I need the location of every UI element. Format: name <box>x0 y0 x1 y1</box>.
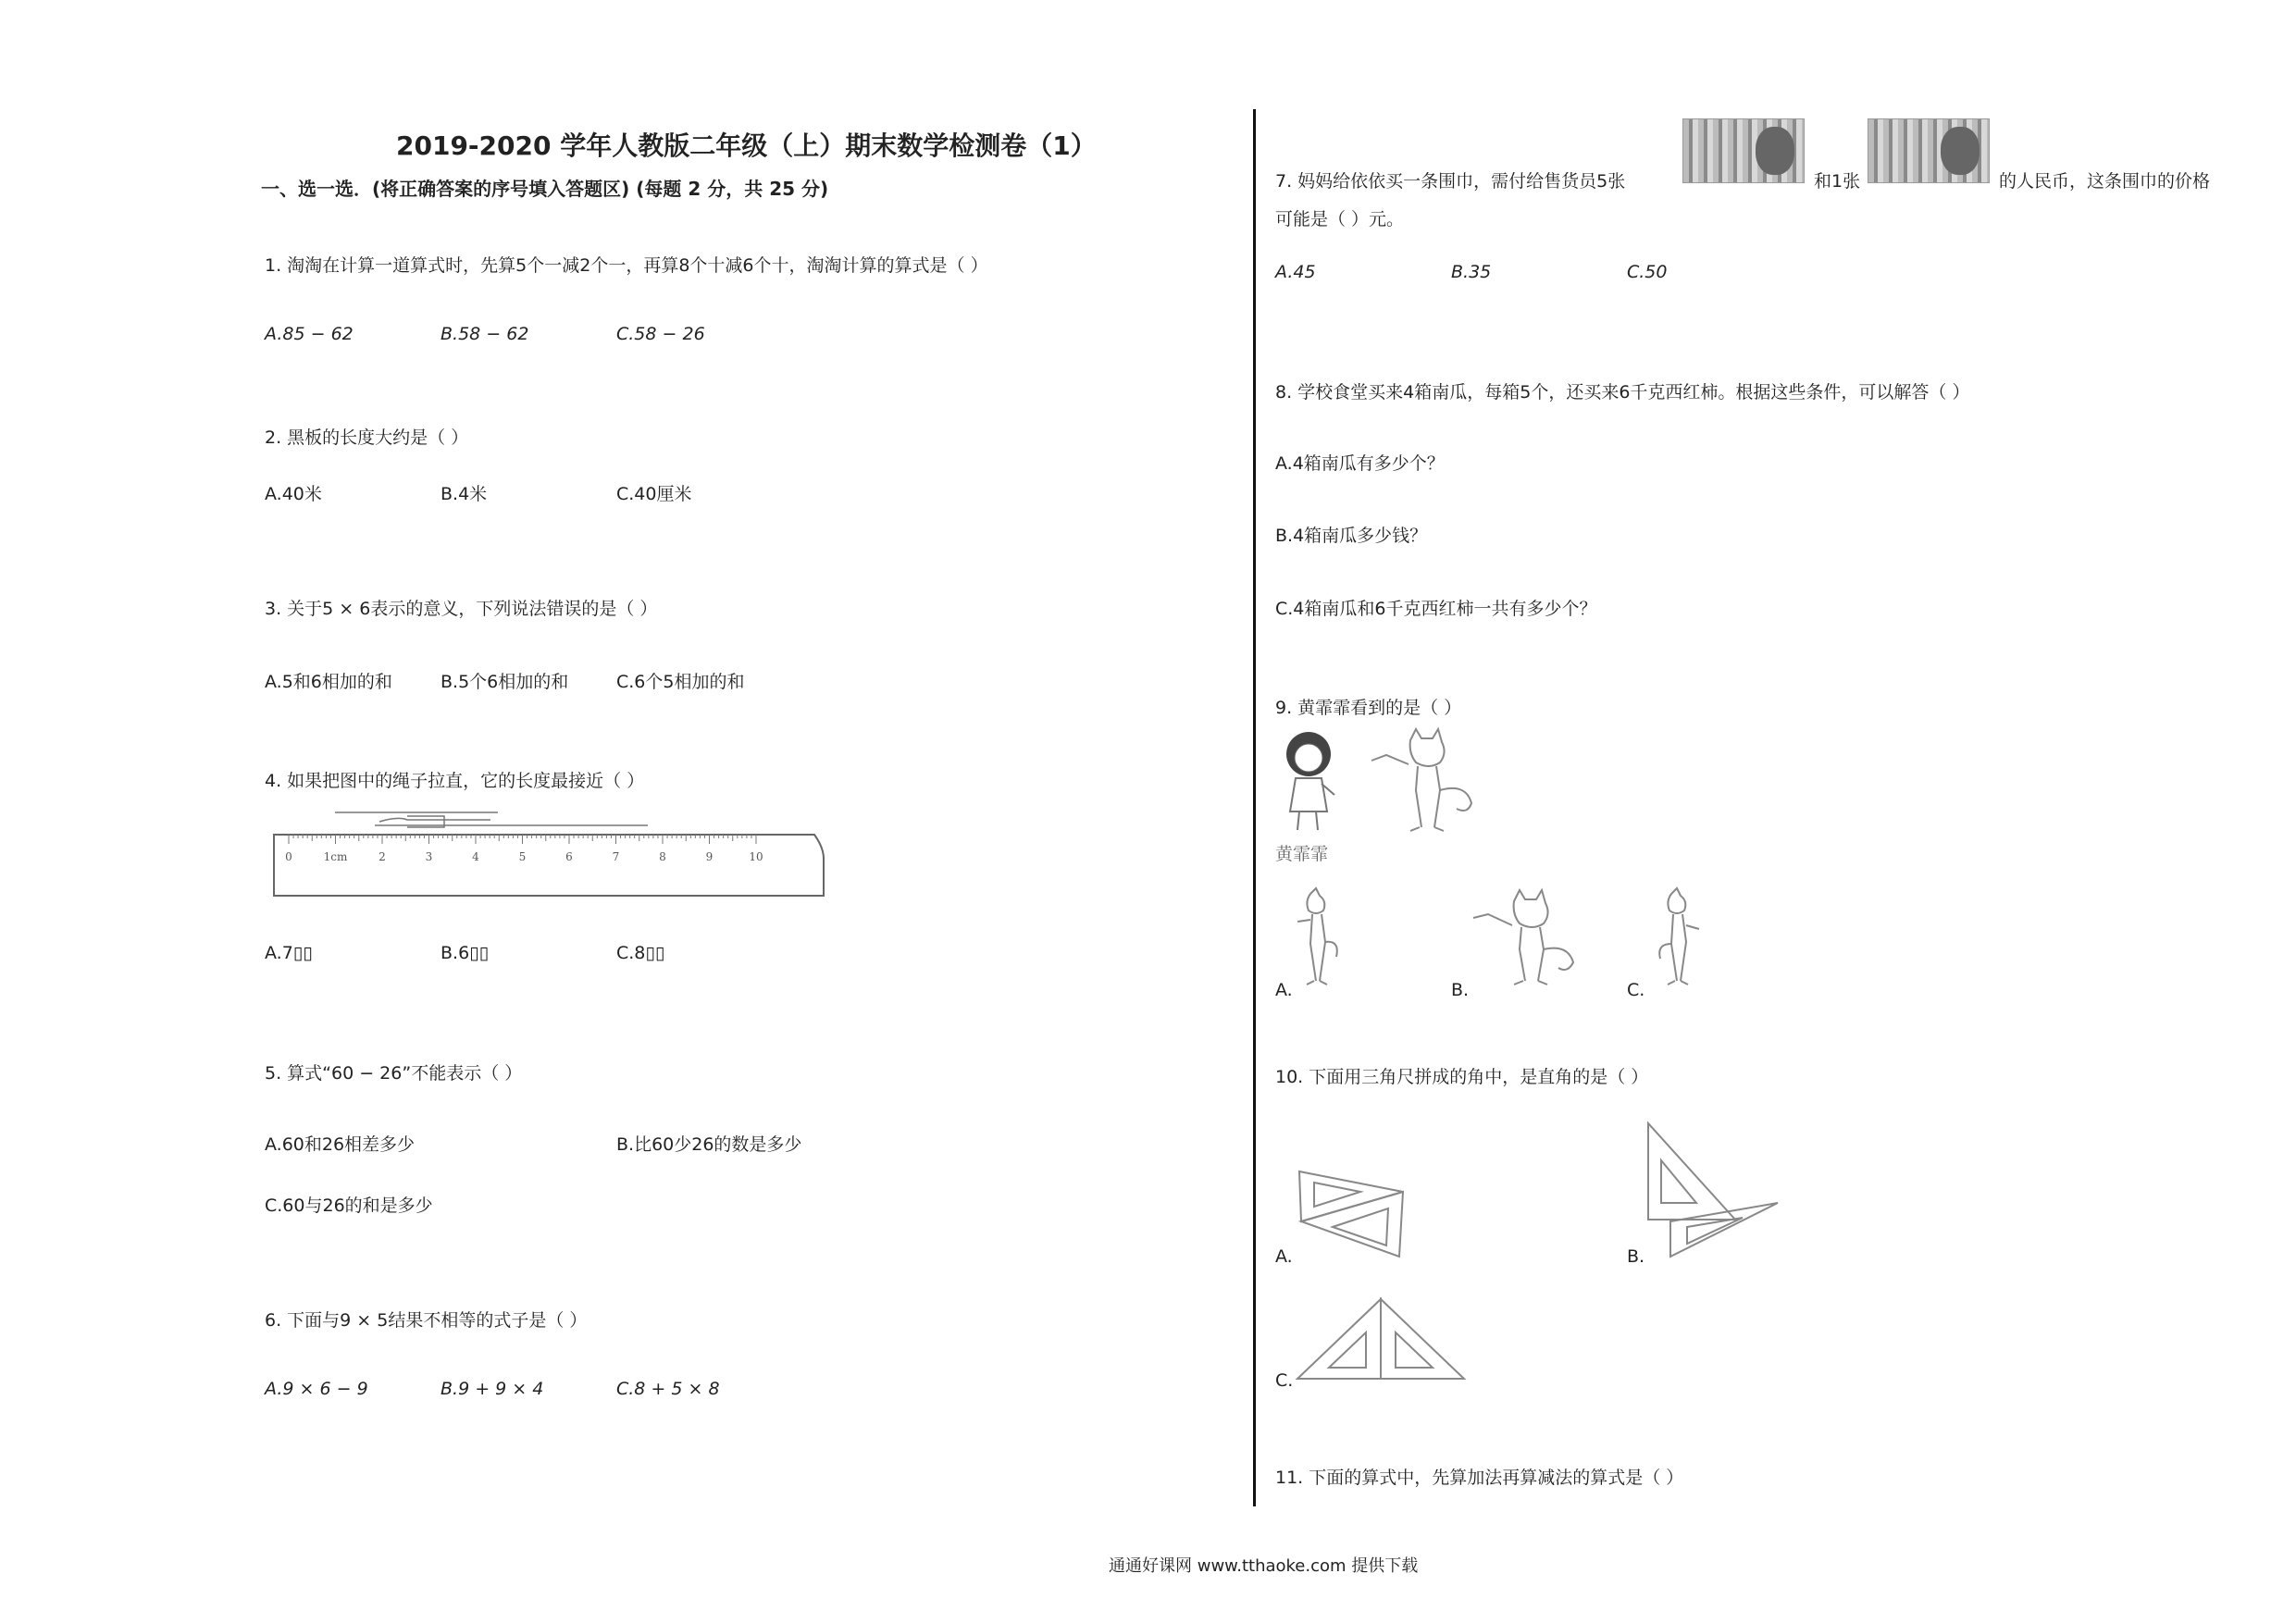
q3-option-c: C.6个5相加的和 <box>616 672 745 692</box>
q2-stem: 2. 黑板的长度大约是（ ） <box>265 427 469 448</box>
q3-option-b: B.5个6相加的和 <box>441 672 569 692</box>
q6-option-b: B.9 + 9 × 4 <box>441 1379 544 1399</box>
q7-stem-part2: 和1张 <box>1814 171 1861 192</box>
q9-option-c-figure <box>1645 888 1710 995</box>
ruler-label: 7 <box>612 850 620 863</box>
q10-option-a: A. <box>1275 1246 1293 1267</box>
q5-option-c: C.60与26的和是多少 <box>265 1196 433 1216</box>
q5-stem: 5. 算式“60 − 26”不能表示（ ） <box>265 1063 523 1084</box>
cat-illustration <box>1368 725 1488 846</box>
girl-label: 黄霏霏 <box>1275 844 1329 864</box>
ruler-figure <box>268 803 833 905</box>
q7-option-b: B.35 <box>1451 262 1492 282</box>
q5-option-a: A.60和26相差多少 <box>265 1134 416 1155</box>
q4-option-a: A.7▯▯ <box>265 943 313 963</box>
q10-option-a-figure <box>1296 1168 1411 1260</box>
q9-option-b-figure <box>1471 888 1592 995</box>
q6-option-c: C.8 + 5 × 8 <box>616 1379 720 1399</box>
ruler-label: 6 <box>565 850 573 863</box>
q4-option-c: C.8▯▯ <box>616 943 665 963</box>
q1-option-a: A.85 − 62 <box>265 324 354 344</box>
ruler-label: 0 <box>285 850 292 863</box>
page-footer: 通通好课网 www.tthaoke.com 提供下载 <box>1109 1556 1419 1576</box>
girl-illustration <box>1275 726 1349 837</box>
ruler-label: 9 <box>705 850 714 863</box>
q6-stem: 6. 下面与9 × 5结果不相等的式子是（ ） <box>265 1310 588 1331</box>
banknote-image-1 <box>1682 118 1805 183</box>
q11-stem: 11. 下面的算式中，先算加法再算减法的算式是（ ） <box>1275 1468 1684 1488</box>
q7-option-c: C.50 <box>1627 262 1668 282</box>
q7-stem-part1: 7. 妈妈给依依买一条围巾，需付给售货员5张 <box>1275 171 1626 192</box>
ruler-label: 10 <box>749 850 763 863</box>
q2-option-a: A.40米 <box>265 484 322 504</box>
q3-stem: 3. 关于5 × 6表示的意义，下列说法错误的是（ ） <box>265 599 658 619</box>
q7-option-a: A.45 <box>1275 262 1316 282</box>
q2-option-c: C.40厘米 <box>616 484 692 504</box>
ruler-label: 5 <box>518 850 527 863</box>
q9-option-c: C. <box>1627 980 1645 1000</box>
q7-stem-line2: 可能是（ ）元。 <box>1275 209 1405 229</box>
q5-option-b: B.比60少26的数是多少 <box>616 1134 802 1155</box>
ruler-label: 3 <box>425 850 433 863</box>
q8-stem: 8. 学校食堂买来4箱南瓜，每箱5个，还买来6千克西红柿。根据这些条件，可以解答（ ） <box>1275 382 1970 403</box>
q1-option-c: C.58 − 26 <box>616 324 705 344</box>
q8-option-c: C.4箱南瓜和6千克西红柿一共有多少个？ <box>1275 599 1597 619</box>
q10-option-c-figure <box>1296 1295 1467 1383</box>
q4-stem: 4. 如果把图中的绳子拉直，它的长度最接近（ ） <box>265 771 645 791</box>
q6-option-a: A.9 × 6 − 9 <box>265 1379 368 1399</box>
q1-option-b: B.58 − 62 <box>441 324 529 344</box>
q8-option-b: B.4箱南瓜多少钱？ <box>1275 526 1428 546</box>
q7-stem-part3: 的人民币，这条围巾的价格 <box>1999 171 2211 192</box>
banknote-image-2 <box>1868 118 1990 183</box>
q9-stem: 9. 黄霏霏看到的是（ ） <box>1275 698 1462 718</box>
column-divider <box>1253 109 1256 1506</box>
q4-option-b: B.6▯▯ <box>441 943 490 963</box>
q3-option-a: A.5和6相加的和 <box>265 672 392 692</box>
q9-option-b: B. <box>1451 980 1470 1000</box>
q10-stem: 10. 下面用三角尺拼成的角中，是直角的是（ ） <box>1275 1067 1649 1087</box>
q10-option-c: C. <box>1275 1370 1294 1391</box>
ruler-label: 8 <box>659 850 666 863</box>
q8-option-a: A.4箱南瓜有多少个？ <box>1275 453 1445 474</box>
q1-stem: 1. 淘淘在计算一道算式时，先算5个一减2个一，再算8个十减6个十，淘淘计算的算式是（ ） <box>265 255 988 276</box>
q9-option-a-figure <box>1288 888 1353 995</box>
q2-option-b: B.4米 <box>441 484 488 504</box>
page-title: 2019-2020 学年人教版二年级（上）期末数学检测卷（1） <box>396 130 1097 161</box>
q10-option-b: B. <box>1627 1246 1645 1267</box>
q9-option-a: A. <box>1275 980 1293 1000</box>
section-heading: 一、选一选．(将正确答案的序号填入答题区) (每题 2 分，共 25 分) <box>261 178 829 200</box>
ruler-label: 4 <box>472 850 479 863</box>
ruler-label: 2 <box>379 850 386 863</box>
ruler-label: 1cm <box>323 850 348 863</box>
q10-option-b-figure <box>1643 1120 1781 1258</box>
